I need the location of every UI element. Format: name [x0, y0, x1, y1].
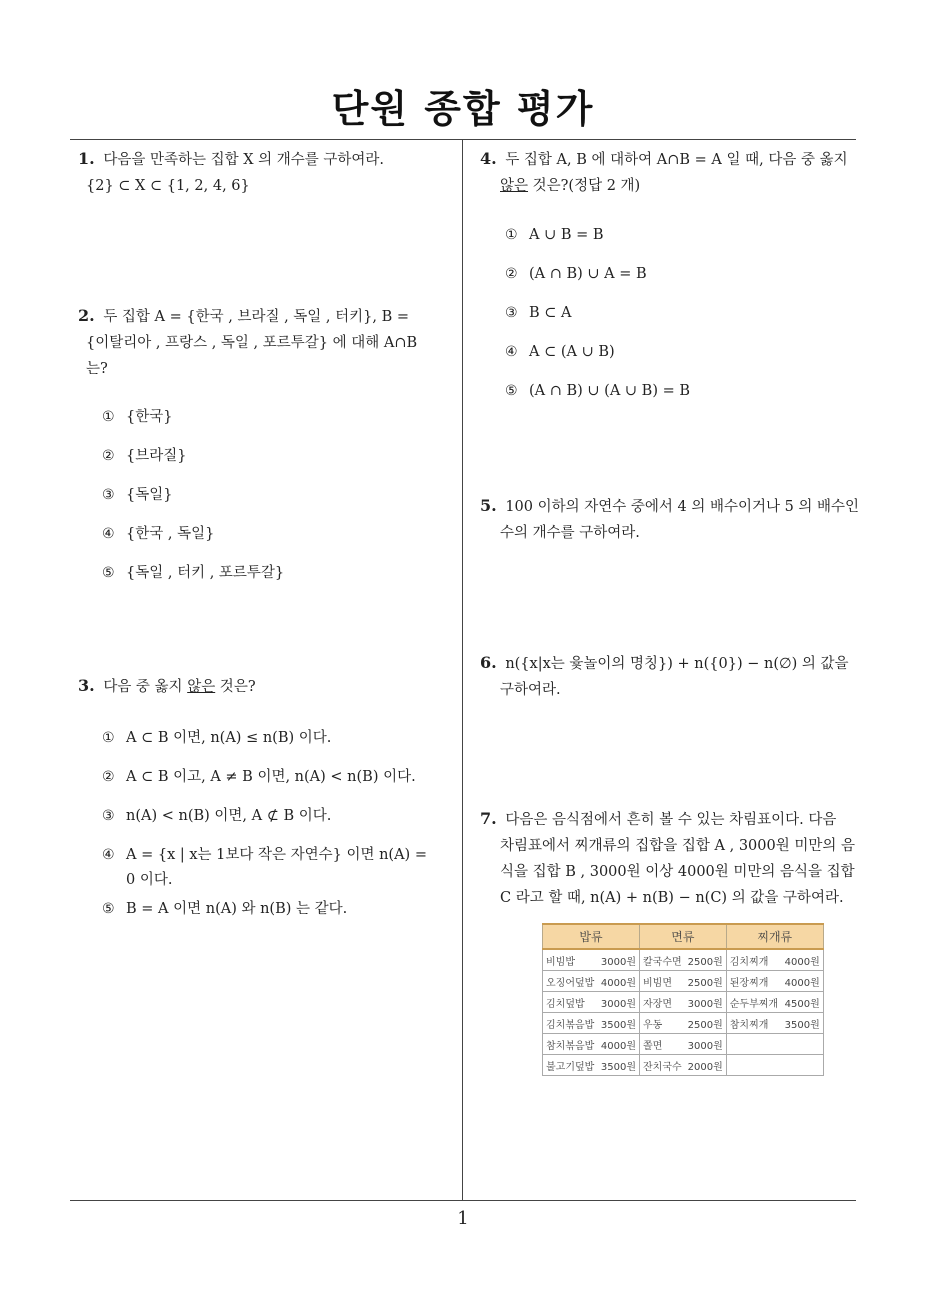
question-text: 두 집합 A = {한국 , 브라질 , 독일 , 터키}, B =: [103, 309, 410, 325]
menu-item-price: 3000원: [598, 949, 640, 971]
option-5[interactable]: [102, 561, 284, 582]
question-text: 다음 중 옳지: [103, 679, 188, 695]
question-number: 1.: [78, 149, 95, 168]
option-mark: ⑤: [102, 565, 115, 581]
question-text: 두 집합 A, B 에 대하여 A∩B = A 일 때, 다음 중 옳지: [505, 152, 848, 168]
menu-item-name: 참치볶음밥: [543, 1034, 598, 1055]
option-text: {한국 , 독일}: [126, 526, 215, 542]
option-mark: ③: [505, 305, 518, 321]
option-mark: ③: [102, 808, 115, 824]
column-divider: [462, 139, 463, 1200]
table-row: [543, 1055, 824, 1076]
option-2[interactable]: [505, 266, 647, 282]
question-text: 것은?: [215, 679, 256, 695]
table-row: [543, 992, 824, 1013]
option-2[interactable]: [102, 765, 416, 786]
table-row: [543, 1013, 824, 1034]
option-text: (A ∩ B) ∪ A = B: [529, 266, 647, 282]
option-mark: ①: [102, 409, 115, 425]
bottom-divider: [70, 1200, 856, 1201]
menu-item-price: 4000원: [598, 1034, 640, 1055]
option-text: A ⊂ B 이고, A ≠ B 이면, n(A) < n(B) 이다.: [126, 769, 416, 785]
menu-item-price: 4000원: [598, 971, 640, 992]
menu-item-price: 4500원: [781, 992, 823, 1013]
question-number: 6.: [480, 653, 497, 672]
option-text: {독일}: [126, 487, 173, 503]
question-7: [480, 806, 855, 911]
question-text: 다음은 음식점에서 흔히 볼 수 있는 차림표이다. 다음: [505, 812, 837, 828]
menu-table: [542, 923, 824, 1076]
option-mark: ①: [102, 730, 115, 746]
menu-item-price: 3000원: [598, 992, 640, 1013]
menu-item-name: 오징어덮밥: [543, 971, 598, 992]
option-text: {한국}: [126, 409, 173, 425]
underlined-word: 않은: [500, 178, 529, 194]
menu-item-name: 참치찌개: [726, 1013, 781, 1034]
question-text: C 라고 할 때, n(A) + n(B) − n(C) 의 값을 구하여라.: [500, 890, 844, 906]
option-text: A = {x | x는 1보다 작은 자연수} 이면 n(A) =: [126, 847, 427, 863]
menu-item-price: 3500원: [598, 1013, 640, 1034]
menu-item-name: 된장찌개: [726, 971, 781, 992]
page-title: 단원 종합 평가: [331, 87, 595, 131]
option-3[interactable]: [102, 804, 331, 825]
top-divider: [70, 139, 856, 140]
menu-item-name: 칼국수면: [640, 949, 685, 971]
table-row: [543, 949, 824, 971]
question-number: 5.: [480, 496, 497, 515]
menu-item-name: 잔치국수: [640, 1055, 685, 1076]
question-text: 는?: [86, 361, 108, 377]
question-number: 3.: [78, 676, 95, 695]
option-5[interactable]: [102, 897, 347, 918]
option-1[interactable]: [102, 405, 172, 426]
question-text: 식을 집합 B , 3000원 이상 4000원 미만의 음식을 집합: [500, 864, 855, 880]
option-mark: ②: [505, 266, 518, 282]
question-text: 것은?(정답 2 개): [528, 178, 641, 194]
option-text: {독일 , 터키 , 포르투갈}: [126, 565, 285, 581]
page-number: 1: [457, 1208, 469, 1229]
option-1[interactable]: [505, 227, 604, 243]
menu-header-rice: 밥류: [543, 924, 640, 949]
option-mark: ④: [505, 344, 518, 360]
option-mark: ④: [102, 526, 115, 542]
menu-item-price: [781, 1034, 823, 1055]
option-text: (A ∩ B) ∪ (A ∪ B) = B: [529, 383, 691, 399]
menu-item-price: 2500원: [685, 971, 727, 992]
menu-item-name: [726, 1055, 781, 1076]
option-mark: ④: [102, 847, 115, 863]
option-5[interactable]: [505, 383, 690, 399]
question-text: n({x|x는 윷놀이의 명칭}) + n({0}) − n(∅) 의 값을: [505, 656, 849, 672]
question-2: [78, 303, 458, 382]
option-text: B ⊂ A: [529, 305, 572, 321]
menu-item-price: 4000원: [781, 971, 823, 992]
menu-item-price: 2500원: [685, 1013, 727, 1034]
menu-item-price: 2000원: [685, 1055, 727, 1076]
option-4[interactable]: [102, 843, 427, 864]
menu-item-price: 4000원: [781, 949, 823, 971]
question-text: {이탈리아 , 프랑스 , 독일 , 포르투갈} 에 대해 A∩B: [86, 335, 418, 351]
option-mark: ⑤: [505, 383, 518, 399]
question-text: 100 이하의 자연수 중에서 4 의 배수이거나 5 의 배수인: [505, 499, 860, 515]
menu-item-name: 비빔밥: [543, 949, 598, 971]
question-6: [480, 650, 849, 703]
table-row: [543, 971, 824, 992]
option-3[interactable]: [102, 483, 172, 504]
option-4[interactable]: [505, 344, 615, 360]
table-row: [543, 1034, 824, 1055]
option-mark: ③: [102, 487, 115, 503]
menu-item-name: 순두부찌개: [726, 992, 781, 1013]
menu-item-name: 비빔면: [640, 971, 685, 992]
option-2[interactable]: [102, 444, 186, 465]
option-text: n(A) < n(B) 이면, A ⊄ B 이다.: [126, 808, 332, 824]
question-text: 구하여라.: [500, 682, 561, 698]
question-text: 다음을 만족하는 집합 X 의 개수를 구하여라.: [103, 152, 385, 168]
menu-item-name: 자장면: [640, 992, 685, 1013]
question-5: [480, 493, 859, 546]
menu-item-name: 쫄면: [640, 1034, 685, 1055]
option-text: B = A 이면 n(A) 와 n(B) 는 같다.: [126, 901, 348, 917]
question-1: [78, 146, 384, 199]
option-text: A ⊂ B 이면, n(A) ≤ n(B) 이다.: [126, 730, 332, 746]
option-mark: ⑤: [102, 901, 115, 917]
option-4-continuation: 0 이다.: [126, 872, 173, 888]
menu-header-stew: 찌개류: [726, 924, 823, 949]
question-4: [480, 146, 848, 199]
menu-item-name: 김치덮밥: [543, 992, 598, 1013]
question-text: 차림표에서 찌개류의 집합을 집합 A , 3000원 미만의 음: [500, 838, 855, 854]
question-number: 2.: [78, 306, 95, 325]
menu-item-price: 2500원: [685, 949, 727, 971]
menu-item-price: 3000원: [685, 1034, 727, 1055]
menu-header-noodles: 면류: [640, 924, 727, 949]
menu-item-price: 3500원: [598, 1055, 640, 1076]
menu-item-name: 김치찌개: [726, 949, 781, 971]
menu-item-price: [781, 1055, 823, 1076]
option-mark: ②: [102, 769, 115, 785]
menu-item-price: 3500원: [781, 1013, 823, 1034]
menu-item-price: 3000원: [685, 992, 727, 1013]
option-1[interactable]: [102, 726, 331, 747]
menu-header-row: [543, 924, 824, 949]
option-mark: ②: [102, 448, 115, 464]
menu-item-name: [726, 1034, 781, 1055]
menu-item-name: 김치볶음밥: [543, 1013, 598, 1034]
question-number: 7.: [480, 809, 497, 828]
menu-item-name: 불고기덮밥: [543, 1055, 598, 1076]
option-mark: ①: [505, 227, 518, 243]
underlined-word: 않은: [187, 679, 216, 695]
option-3[interactable]: [505, 305, 572, 321]
question-3: [78, 673, 256, 700]
option-text: A ⊂ (A ∪ B): [529, 344, 615, 360]
option-4[interactable]: [102, 522, 214, 543]
question-number: 4.: [480, 149, 497, 168]
option-text: A ∪ B = B: [529, 227, 604, 243]
menu-item-name: 우동: [640, 1013, 685, 1034]
option-text: {브라질}: [126, 448, 187, 464]
question-text: 수의 개수를 구하여라.: [500, 525, 640, 541]
question-set-expression: {2} ⊂ X ⊂ {1, 2, 4, 6}: [86, 178, 250, 194]
